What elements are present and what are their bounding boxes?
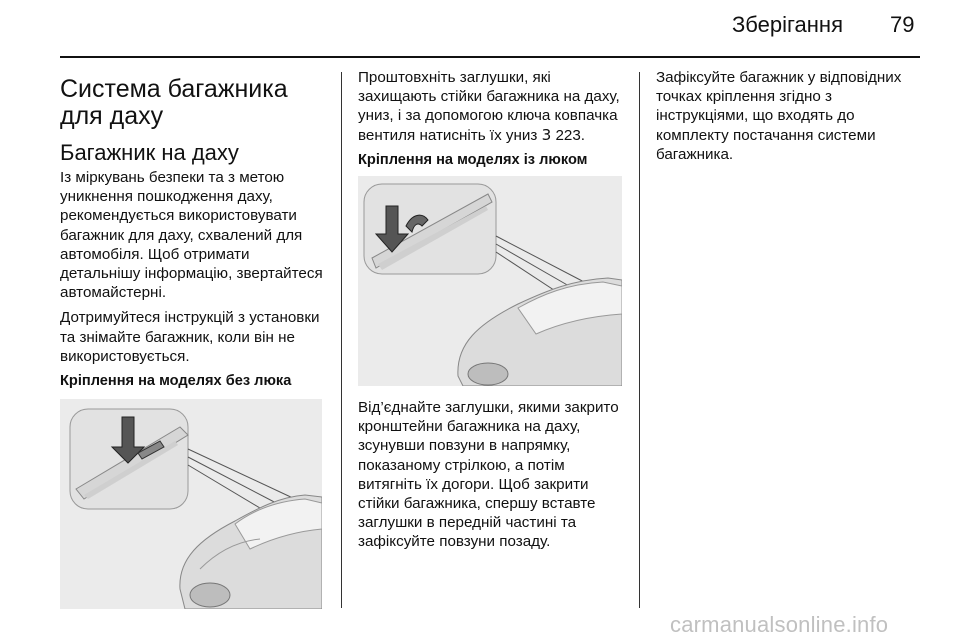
column-divider-1	[341, 72, 342, 608]
watermark: carmanualsonline.info	[670, 612, 889, 637]
illustration-roof-sunroof	[358, 176, 622, 386]
subsection-heading: Багажник на даху	[60, 140, 239, 165]
section-heading: Система багажника для даху	[60, 75, 288, 130]
column-divider-2	[639, 72, 640, 608]
paragraph-secure-rack: Зафіксуйте багажник у відповідних точках кріплення згідно з інструкціями, що входять до комплекту постачання системи багажника.	[656, 69, 902, 163]
reference-arrow-icon: 3	[541, 125, 552, 144]
column-1	[60, 68, 328, 609]
figure-caption-sunroof: Кріплення на моделях із люком	[358, 151, 588, 168]
illustration-roof-no-sunroof	[60, 399, 322, 609]
section-title: Зберігання	[732, 12, 843, 37]
paragraph-push-caps-text: Проштовхніть заглушки, які захищають стійки багажника на даху, униз, і за допомогою ключа ковпачка вентиля натисніть їх униз	[358, 69, 620, 144]
column-3	[656, 68, 922, 170]
column-2	[358, 68, 626, 558]
reference-page: 223.	[555, 126, 586, 144]
header-rule	[60, 56, 920, 58]
paragraph-safety: Із міркувань безпеки та з метою уникнення пошкодження даху, рекомендується використовувати багажник для даху, схвалений для автомобіля. Щоб отримати детальнішу інформацію, звертайтеся автомайстерні.	[60, 169, 323, 302]
paragraph-push-caps	[358, 68, 626, 145]
paragraph-instructions: Дотримуйтеся інструкцій з установки та знімайте багажник, коли він не використовується.	[60, 309, 320, 365]
page-number: 79	[890, 12, 915, 37]
figure-caption-no-sunroof: Кріплення на моделях без люка	[60, 373, 292, 390]
paragraph-remove-caps: Від’єднайте заглушки, якими закрито кронштейни багажника на даху, зсунувши повзуни в напрямку, показаному стрілкою, а потім витягніть їх догори. Щоб закрити стійки багажника, спершу вставте заглушки в передній частині та зафіксуйте повзуни позаду.	[358, 399, 619, 551]
